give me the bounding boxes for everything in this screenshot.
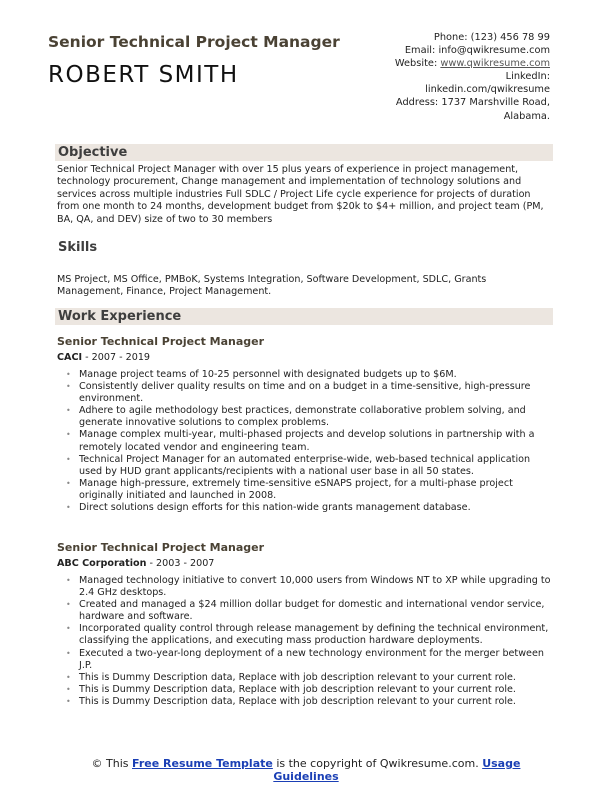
job-1-company [57, 352, 150, 363]
address: Address: 1737 Marshville Road, Alabama. [395, 97, 550, 122]
job-2-company [57, 558, 214, 569]
email: Email: info@qwikresume.com [404, 45, 550, 57]
list-item: • Manage high-pressure, extremely time-sensitive eSNAPS project, for a multi-phase project originally initiated and launched in 2008. [66, 478, 556, 502]
list-item: • Manage project teams of 10-25 personnel with designated budgets up to $6M. [66, 369, 556, 381]
list-item: • Incorporated quality control through release management by defining the technical environment, classifying the applications, and executing mass production hardware deployments. [66, 623, 556, 647]
skills-text: MS Project, MS Office, PMBoK, Systems Integration, Software Development, SDLC, Grants Management, Finance, Project Management. [57, 274, 487, 298]
job-1-title: Senior Technical Project Manager [57, 335, 265, 348]
list-item: • Consistently deliver quality results on time and on a budget in a time-sensitive, high-pressure environment. [66, 381, 556, 405]
list-item: • Created and managed a $24 million dollar budget for domestic and international vendor service, hardware and software. [66, 599, 556, 623]
list-item: • Direct solutions design efforts for this nation-wide grants management database. [66, 502, 556, 514]
list-item: • Technical Project Manager for an automated enterprise-wide, web-based technical application used by HUD grant applicants/recipients with a national user base in all 50 states. [66, 454, 556, 478]
job-dates: - 2007 - 2019 [82, 352, 151, 363]
footer [80, 757, 532, 783]
list-item: • This is Dummy Description data, Replace with job description relevant to your current role. [66, 672, 556, 684]
job-1-bullets [66, 369, 556, 514]
footer-middle: is the copyright of Qwikresume.com. [272, 757, 483, 770]
website-label: Website: [394, 58, 441, 70]
company-name: ABC Corporation [57, 558, 147, 569]
work-experience-heading: Work Experience [55, 308, 553, 325]
objective-text: Senior Technical Project Manager with over 15 plus years of experience in project management, technology procurement, Change management and implementation of technology solutions and services across multiple industries Full SDLC / Project Life cycle experience for projects of duration from one month to 24 months, development budget from $20k to $4+ million, and project team (PM, BA, QA, and DEV) size of two to 30 members [57, 164, 544, 225]
job-2-title: Senior Technical Project Manager [57, 541, 265, 554]
free-resume-template-link[interactable]: Free Resume Template [132, 757, 273, 770]
skills-heading: Skills [58, 240, 98, 255]
linkedin: linkedin.com/qwikresume [425, 84, 550, 96]
list-item: • Adhere to agile methodology best practices, demonstrate collaborative problem solving, and generate innovative solutions to complex problems. [66, 405, 556, 429]
usage-guidelines-link[interactable]: Usage Guidelines [273, 757, 521, 783]
company-name: CACI [57, 352, 83, 363]
job-2-bullets [66, 575, 556, 708]
website-link[interactable]: www.qwikresume.com [440, 58, 550, 70]
footer-prefix: © This [91, 757, 133, 770]
list-item: • Manage complex multi-year, multi-phased projects and develop solutions in partnership with a remotely located vendor and engineering team. [66, 429, 556, 453]
list-item: • This is Dummy Description data, Replace with job description relevant to your current role. [66, 696, 556, 708]
job-title-heading: Senior Technical Project Manager [48, 33, 340, 51]
linkedin-label: LinkedIn: [505, 71, 550, 83]
objective-heading: Objective [55, 144, 553, 161]
list-item: • Managed technology initiative to convert 10,000 users from Windows NT to XP while upgrading to 2.4 GHz desktops. [66, 575, 556, 599]
phone: Phone: (123) 456 78 99 [433, 32, 550, 43]
list-item: • Executed a two-year-long deployment of a new technology environment for the merger between J.P. [66, 648, 556, 672]
candidate-name: ROBERT SMITH [48, 62, 239, 88]
job-dates: - 2003 - 2007 [146, 558, 215, 569]
list-item: • This is Dummy Description data, Replace with job description relevant to your current role. [66, 684, 556, 696]
website [350, 57, 550, 70]
contact-block [350, 31, 550, 123]
